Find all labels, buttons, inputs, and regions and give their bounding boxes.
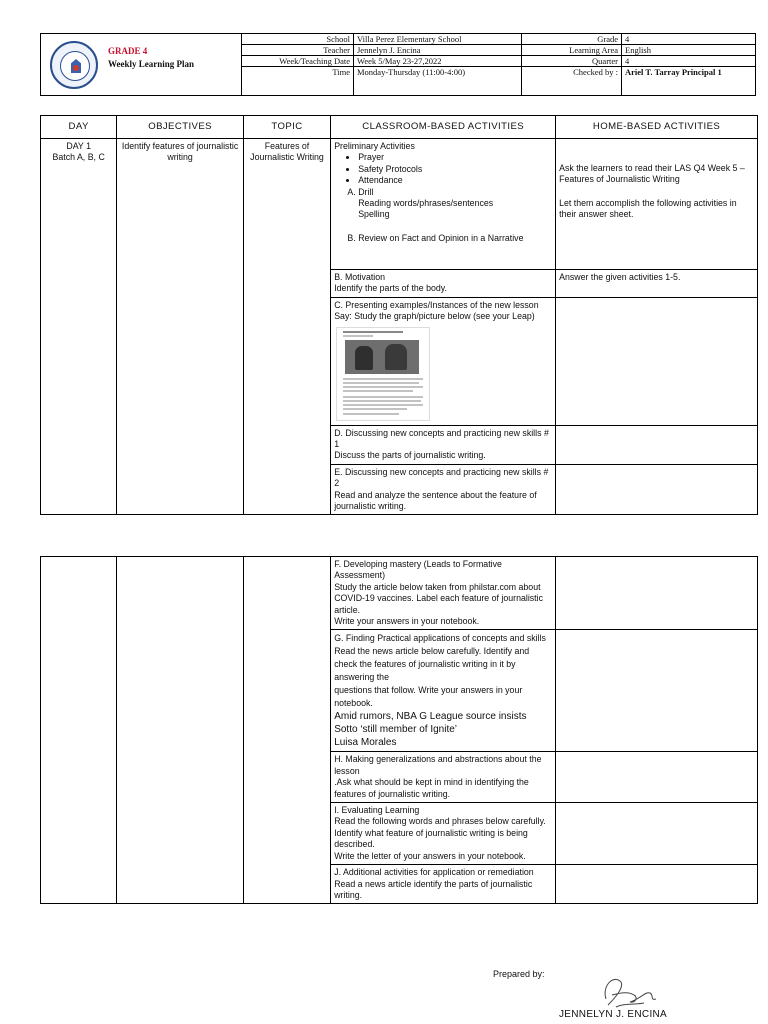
header-day: DAY bbox=[41, 116, 117, 139]
lesson-plan-table-continued bbox=[40, 556, 758, 904]
practical-cell bbox=[331, 630, 556, 752]
home-instruction-2: Let them accomplish the following activities in their answer sheet. bbox=[559, 197, 737, 220]
additional-title: J. Additional activities for application or remediation bbox=[334, 867, 534, 878]
presenting-home-cell bbox=[556, 297, 758, 425]
quarter-value: 4 bbox=[622, 56, 756, 67]
prelim-title: Preliminary Activities bbox=[334, 141, 415, 151]
learning-area-label: Learning Area bbox=[522, 45, 622, 56]
day-cell bbox=[41, 139, 117, 515]
additional-cell bbox=[331, 865, 556, 904]
drill-label: Drill bbox=[358, 186, 374, 197]
document-type: Weekly Learning Plan bbox=[108, 59, 195, 69]
learning-area-value: English bbox=[622, 45, 756, 56]
discussing-1-cell bbox=[331, 425, 556, 464]
leap-picture-thumbnail bbox=[336, 327, 430, 421]
signature-icon bbox=[594, 969, 664, 1011]
header-objectives: OBJECTIVES bbox=[117, 116, 244, 139]
evaluating-cell bbox=[331, 803, 556, 865]
mastery-text: Study the article below taken from philstar.com about COVID-19 vaccines. Label each feature of journalistic article. bbox=[334, 581, 543, 615]
mastery-title: F. Developing mastery (Leads to Formative Assessment) bbox=[334, 559, 502, 581]
motivation-title: B. Motivation bbox=[334, 272, 386, 282]
discussing-2-home-cell bbox=[556, 464, 758, 515]
day-label: DAY 1 bbox=[66, 141, 91, 151]
discussing-2-cell bbox=[331, 464, 556, 515]
batch-label: Batch A, B, C bbox=[52, 152, 105, 163]
header-table bbox=[40, 33, 756, 96]
home-instruction-1: Ask the learners to read their LAS Q4 Week 5 – Features of Journalistic Writing bbox=[559, 163, 745, 185]
mastery-cell bbox=[331, 557, 556, 630]
generalization-title: H. Making generalizations and abstractions about the lesson bbox=[334, 754, 542, 776]
evaluating-title: I. Evaluating Learning bbox=[334, 805, 420, 816]
discussing-2-text: Read and analyze the sentence about the feature of journalistic writing. bbox=[334, 489, 537, 512]
motivation-cell bbox=[331, 270, 556, 298]
school-label: School bbox=[242, 34, 354, 45]
mastery-text-2: Write your answers in your notebook. bbox=[334, 616, 480, 627]
topic-cell: Features of Journalistic Writing bbox=[243, 139, 330, 515]
news-headline: Amid rumors, NBA G League source insists Sotto ‘still member of Ignite’ bbox=[334, 711, 527, 736]
teacher-label: Teacher bbox=[242, 45, 354, 56]
time-value: Monday-Thursday (11:00-4:00) bbox=[354, 67, 522, 96]
prepared-by-label: Prepared by: bbox=[493, 969, 545, 979]
evaluating-text: Read the following words and phrases below carefully. Identify what feature of journalistic writing is being described. bbox=[334, 816, 546, 850]
evaluating-home-cell bbox=[556, 803, 758, 865]
grade-title: GRADE 4 bbox=[108, 46, 148, 56]
quarter-label: Quarter bbox=[522, 56, 622, 67]
presenting-cell bbox=[331, 297, 556, 425]
teacher-value: Jennelyn J. Encina bbox=[354, 45, 522, 56]
practical-home-cell bbox=[556, 630, 758, 752]
time-label: Time bbox=[242, 67, 354, 96]
preliminary-activities-cell bbox=[331, 139, 556, 270]
additional-home-cell bbox=[556, 865, 758, 904]
home-activities-cell bbox=[556, 139, 758, 270]
practical-text: Read the news article below carefully. Identify and check the features of journalistic writing in it by answering the bbox=[334, 646, 530, 683]
motivation-home-cell: Answer the given activities 1-5. bbox=[556, 270, 758, 298]
preparer-name: JENNELYN J. ENCINA bbox=[559, 1009, 668, 1020]
motivation-text: Identify the parts of the body. bbox=[334, 283, 447, 294]
week-value: Week 5/May 23-27,2022 bbox=[354, 56, 522, 67]
header-logo-cell bbox=[41, 34, 242, 96]
drill-line: Reading words/phrases/sentences bbox=[358, 198, 494, 209]
objective-cell-continued bbox=[117, 557, 244, 904]
prelim-bullet: • Attendance bbox=[358, 175, 552, 186]
presenting-text: Say: Study the graph/picture below (see your Leap) bbox=[334, 311, 535, 322]
discussing-1-home-cell bbox=[556, 425, 758, 464]
prelim-bullet: • Prayer bbox=[358, 152, 552, 163]
header-topic: TOPIC bbox=[243, 116, 330, 139]
prelim-bullet: • Safety Protocols bbox=[358, 164, 552, 175]
topic-cell-continued bbox=[243, 557, 330, 904]
presenting-title: C. Presenting examples/Instances of the new lesson bbox=[334, 299, 539, 310]
day-cell-continued bbox=[41, 557, 117, 904]
generalization-home-cell bbox=[556, 752, 758, 803]
review-item: B. Review on Fact and Opinion in a Narrative bbox=[358, 233, 552, 244]
generalization-cell bbox=[331, 752, 556, 803]
school-value: Villa Perez Elementary School bbox=[354, 34, 522, 45]
additional-text: Read a news article identify the parts of journalistic writing. bbox=[334, 878, 533, 900]
drill-item bbox=[358, 187, 552, 233]
checked-by-label: Checked by : bbox=[522, 67, 622, 96]
header-classroom-activities: CLASSROOM-BASED ACTIVITIES bbox=[331, 116, 556, 139]
discussing-2-title: E. Discussing new concepts and practicing new skills # 2 bbox=[334, 466, 549, 489]
mastery-home-cell bbox=[556, 557, 758, 630]
checked-by-value: Ariel T. Tarray Principal 1 bbox=[622, 67, 756, 96]
discussing-1-text: Discuss the parts of journalistic writing. bbox=[334, 450, 486, 461]
practical-title: G. Finding Practical applications of concepts and skills bbox=[334, 633, 546, 644]
grade-value: 4 bbox=[622, 34, 756, 45]
objective-cell: Identify features of journalistic writing bbox=[117, 139, 244, 515]
header-home-activities: HOME-BASED ACTIVITIES bbox=[556, 116, 758, 139]
article-photo bbox=[345, 340, 419, 374]
week-label: Week/Teaching Date bbox=[242, 56, 354, 67]
drill-line: Spelling bbox=[358, 209, 390, 220]
news-byline: Luisa Morales bbox=[334, 737, 397, 749]
generalization-text: .Ask what should be kept in mind in identifying the features of journalistic writing. bbox=[334, 777, 529, 799]
grade-label: Grade bbox=[522, 34, 622, 45]
practical-text-2: questions that follow. Write your answers in your notebook. bbox=[334, 685, 523, 709]
deped-seal-icon bbox=[50, 41, 98, 89]
discussing-1-title: D. Discussing new concepts and practicing new skills # 1 bbox=[334, 427, 549, 450]
lesson-plan-table bbox=[40, 115, 758, 515]
evaluating-text-2: Write the letter of your answers in your notebook. bbox=[334, 850, 526, 861]
